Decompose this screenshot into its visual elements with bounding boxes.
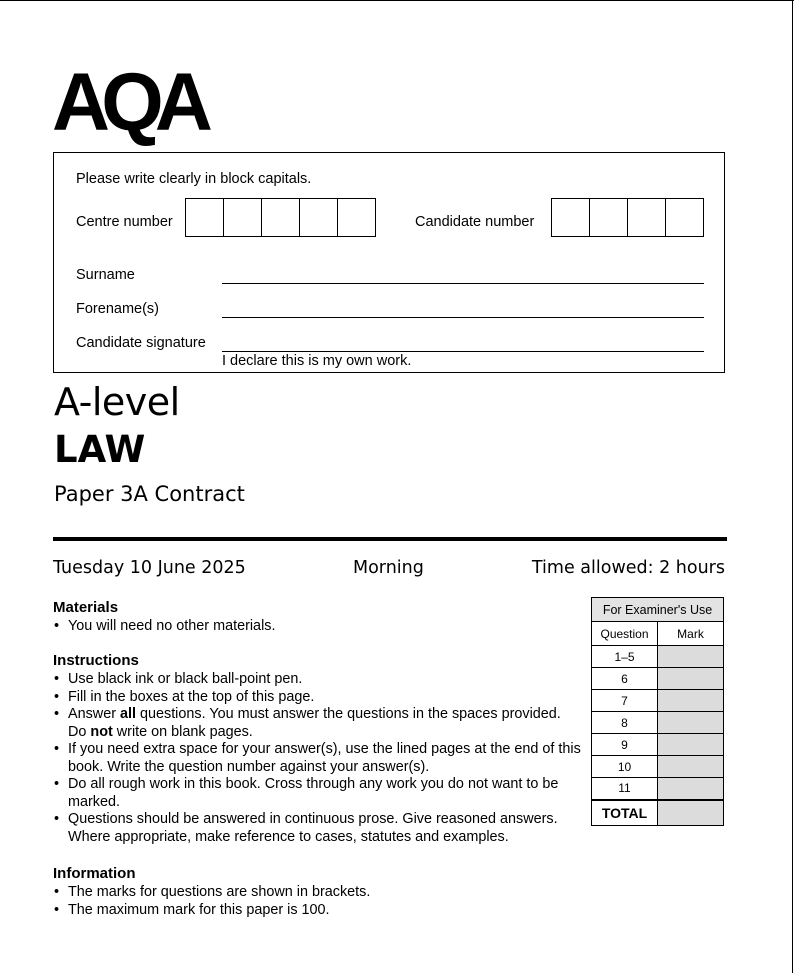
paper-title: Paper 3A Contract	[54, 482, 245, 506]
mark-cell[interactable]	[658, 668, 724, 690]
candidate-number-digit[interactable]	[628, 199, 666, 236]
surname-label: Surname	[76, 267, 135, 283]
mark-cell[interactable]	[658, 690, 724, 712]
centre-number-digit[interactable]	[186, 199, 224, 236]
title-divider	[53, 537, 727, 541]
list-item: • If you need extra space for your answer(s), use the lined pages at the end of this book. Write the question number against your answer(s).	[53, 741, 583, 776]
candidate-number-digit[interactable]	[552, 199, 590, 236]
mark-cell[interactable]	[658, 734, 724, 756]
list-item: • Questions should be answered in continuous prose. Give reasoned answers. Where appropriate, make reference to cases, statutes and examples.	[53, 811, 583, 846]
signature-label: Candidate signature	[76, 335, 206, 351]
information-list	[53, 884, 573, 919]
page-border-top	[0, 0, 794, 1]
centre-number-digit[interactable]	[262, 199, 300, 236]
total-label: TOTAL	[592, 800, 658, 826]
question-number: 7	[592, 690, 658, 712]
candidate-details-box	[53, 152, 725, 373]
candidate-number-label: Candidate number	[415, 214, 535, 230]
signature-line[interactable]	[222, 351, 704, 352]
centre-number-label: Centre number	[76, 214, 173, 230]
page-border-right	[792, 0, 793, 973]
table-row	[592, 778, 724, 800]
list-item: • Use black ink or black ball-point pen.	[53, 671, 583, 689]
candidate-number-boxes	[551, 198, 704, 237]
instructions-heading: Instructions	[53, 652, 139, 669]
information-heading: Information	[53, 865, 136, 882]
table-row	[592, 646, 724, 668]
question-number: 10	[592, 756, 658, 778]
instructions-list	[53, 671, 583, 846]
examiner-use-table	[591, 597, 724, 826]
list-item: • Fill in the boxes at the top of this page.	[53, 689, 583, 707]
question-column-header: Question	[592, 622, 658, 646]
declaration-text: I declare this is my own work.	[222, 353, 412, 369]
list-item: • Do all rough work in this book. Cross through any work you do not want to be marked.	[53, 776, 583, 811]
question-number: 9	[592, 734, 658, 756]
candidate-number-digit[interactable]	[590, 199, 628, 236]
materials-list	[53, 618, 573, 636]
table-row	[592, 690, 724, 712]
surname-line[interactable]	[222, 283, 704, 284]
mark-cell[interactable]	[658, 778, 724, 800]
qualification-level: A-level	[54, 380, 180, 424]
mark-column-header: Mark	[658, 622, 724, 646]
question-number: 1–5	[592, 646, 658, 668]
table-row	[592, 668, 724, 690]
list-item: • The marks for questions are shown in brackets.	[53, 884, 573, 902]
table-row	[592, 734, 724, 756]
centre-number-digit[interactable]	[338, 199, 375, 236]
centre-number-digit[interactable]	[224, 199, 262, 236]
list-item: • The maximum mark for this paper is 100.	[53, 902, 573, 920]
forename-label: Forename(s)	[76, 301, 159, 317]
question-number: 11	[592, 778, 658, 800]
mark-cell[interactable]	[658, 756, 724, 778]
materials-heading: Materials	[53, 599, 119, 616]
mark-cell[interactable]	[658, 712, 724, 734]
aqa-logo: AQA	[52, 57, 205, 148]
total-mark-cell[interactable]	[658, 800, 724, 826]
candidate-number-digit[interactable]	[666, 199, 703, 236]
exam-session: Morning	[353, 558, 424, 578]
list-item: • You will need no other materials.	[53, 618, 573, 636]
table-row	[592, 712, 724, 734]
total-row	[592, 800, 724, 826]
forename-line[interactable]	[222, 317, 704, 318]
time-allowed: Time allowed: 2 hours	[531, 558, 725, 578]
question-number: 8	[592, 712, 658, 734]
subject-title: LAW	[54, 428, 146, 471]
list-item: • Answer all questions. You must answer the questions in the spaces provided. Do not write on blank pages.	[53, 706, 583, 741]
candidate-box-intro: Please write clearly in block capitals.	[76, 171, 312, 187]
exam-date: Tuesday 10 June 2025	[53, 558, 246, 578]
table-row	[592, 756, 724, 778]
centre-number-boxes	[185, 198, 376, 237]
examiner-table-title: For Examiner's Use	[592, 598, 724, 622]
centre-number-digit[interactable]	[300, 199, 338, 236]
mark-cell[interactable]	[658, 646, 724, 668]
question-number: 6	[592, 668, 658, 690]
